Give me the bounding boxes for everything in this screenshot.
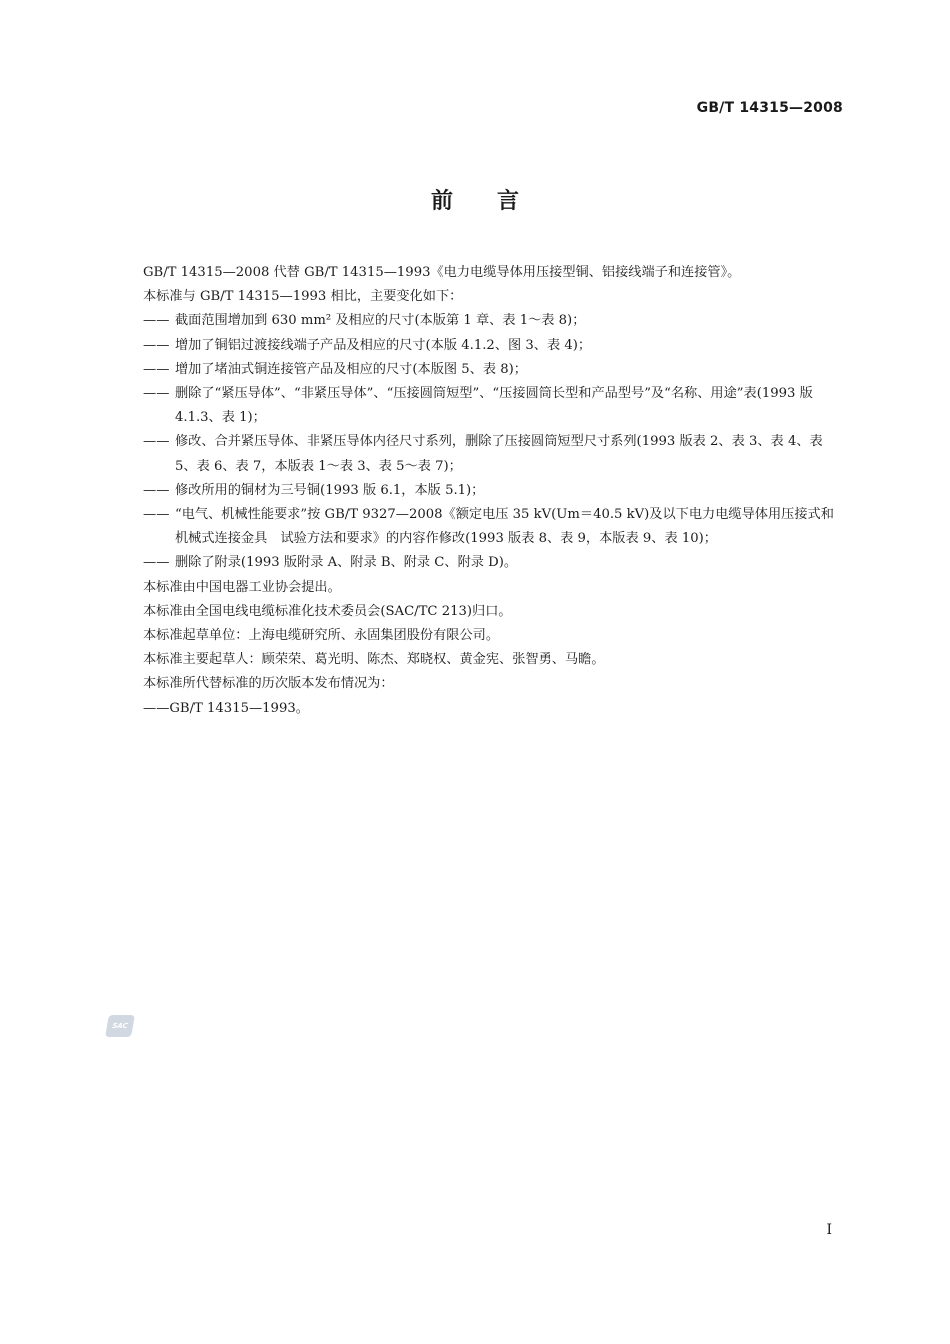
page-number: I: [826, 1222, 832, 1238]
change-item: [143, 551, 843, 575]
list-dash: ——: [143, 700, 170, 716]
proposed-by-paragraph: 本标准由中国电器工业协会提出。: [143, 579, 341, 595]
change-item: [143, 334, 843, 358]
list-dash: ——: [143, 555, 170, 571]
list-dash: ——: [143, 507, 170, 523]
drafters-paragraph: 本标准主要起草人：顾荣荣、葛光明、陈杰、郑晓权、黄金宪、张智勇、马瞻。: [143, 652, 605, 668]
change-item: [143, 358, 843, 382]
managed-by-paragraph: 本标准由全国电线电缆标准化技术委员会(SAC/TC 213)归口。: [143, 603, 512, 619]
change-item: [143, 503, 843, 551]
page-title: 前言: [430, 189, 563, 214]
replaces-paragraph: GB/T 14315—2008 代替 GB/T 14315—1993《电力电缆导体用压接型铜、铝接线端子和连接管》。: [143, 265, 741, 280]
changes-intro-paragraph: 本标准与 GB/T 14315—1993 相比，主要变化如下：: [143, 289, 463, 305]
history-item: [143, 697, 843, 721]
list-dash: ——: [143, 361, 170, 377]
sac-watermark-logo: SAC: [105, 1015, 135, 1037]
list-dash: ——: [143, 313, 170, 329]
list-dash: ——: [143, 434, 170, 450]
change-item-text: 截面范围增加到 630 mm² 及相应的尺寸(本版第 1 章、表 1～表 8)；: [175, 313, 586, 329]
foreword-body: [143, 261, 843, 721]
list-dash: ——: [143, 386, 170, 402]
change-item-text: 修改所用的铜材为三号铜(1993 版 6.1，本版 5.1)；: [175, 482, 485, 498]
list-dash: ——: [143, 482, 170, 498]
change-item-text: “电气、机械性能要求”按 GB/T 9327—2008《额定电压 35 kV(Um＝40.5 kV)及以下电力电缆导体用压接式和机械式连接金具 试验方法和要求》的内容作修改(1993 版表 8、表 9，本版表 9、表 10)；: [175, 507, 834, 547]
change-item-text: 删除了附录(1993 版附录 A、附录 B、附录 C、附录 D)。: [175, 555, 518, 571]
list-dash: ——: [143, 337, 170, 353]
change-item-text: 增加了堵油式铜连接管产品及相应的尺寸(本版图 5、表 8)；: [175, 361, 527, 377]
history-intro-paragraph: 本标准所代替标准的历次版本发布情况为：: [143, 676, 394, 692]
drafting-units-paragraph: 本标准起草单位：上海电缆研究所、永固集团股份有限公司。: [143, 628, 500, 644]
history-item-text: GB/T 14315—1993。: [169, 700, 309, 716]
change-item: [143, 479, 843, 503]
change-item-text: 增加了铜铝过渡接线端子产品及相应的尺寸(本版 4.1.2、图 3、表 4)；: [175, 337, 592, 353]
change-item: [143, 430, 843, 478]
change-item: [143, 309, 843, 333]
change-item-text: 修改、合并紧压导体、非紧压导体内径尺寸系列，删除了压接圆筒短型尺寸系列(1993 版表 2、表 3、表 4、表 5、表 6、表 7，本版表 1～表 3、表 5～表 7)；: [175, 434, 823, 474]
change-item-text: 删除了“紧压导体”、“非紧压导体”、“压接圆筒短型”、“压接圆筒长型和产品型号”及“名称、用途”表(1993 版 4.1.3、表 1)；: [175, 386, 813, 426]
change-item: [143, 382, 843, 430]
standard-code-header: GB/T 14315—2008: [696, 100, 843, 116]
